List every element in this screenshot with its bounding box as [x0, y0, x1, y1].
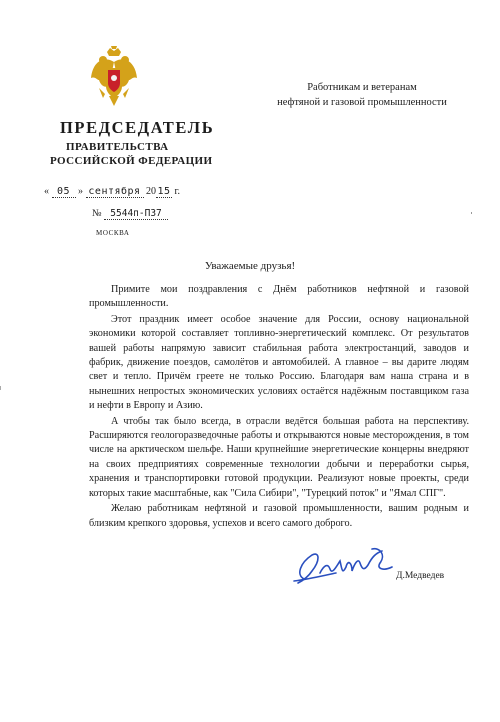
letter-body: [89, 283, 469, 532]
sender-organization: [50, 140, 213, 168]
addressee-block: [252, 80, 472, 110]
date-year-suffix: г.: [174, 186, 180, 197]
scan-speck: [0, 386, 1, 390]
addressee-line-1: Работникам и ветеранам: [307, 82, 417, 93]
paragraph: Этот праздник имеет особое значение для России, основу национальной экономики которой составляет топливно-энергетический комплекс. От результатов вашей работы напрямую зависит стабильная работа электростанций, заводов и фабрик, движение поездов, самолётов и автомобилей. А главное – вы дарите людям свет и тепло. Причём греете не только Россию. Благодаря вам наша страна и в нынешних непростых экономических условиях остаётся надёжным поставщиком газа и нефти в Европу и Азию.: [89, 313, 469, 412]
date-year-prefix: 20: [146, 186, 156, 197]
date-quote-close: »: [78, 186, 83, 197]
date-year: 15: [157, 186, 171, 197]
greeting: Уважаемые друзья!: [204, 260, 296, 272]
paragraph: Примите мои поздравления с Днём работников нефтяной и газовой промышленности.: [89, 284, 469, 310]
signatory-name: Д.Медведев: [396, 571, 445, 581]
date-day: 05: [52, 186, 76, 198]
number-value: 5544п-П37: [104, 208, 168, 220]
handwritten-signature-icon: [290, 545, 400, 585]
letter-number: [92, 208, 168, 220]
russian-coat-of-arms-icon: [89, 46, 139, 108]
sender-org-line-1: ПРАВИТЕЛЬСТВА: [66, 141, 169, 153]
letter-city: МОСКВА: [96, 229, 130, 237]
addressee-line-2: нефтяной и газовой промышленности: [277, 97, 447, 108]
sender-org-line-2: РОССИЙСКОЙ ФЕДЕРАЦИИ: [50, 155, 213, 167]
paragraph: А чтобы так было всегда, в отрасли ведётся большая работа на перспективу. Расширяются геологоразведочные работы и открываются новые месторождения, в том числе на арктическом шельфе. Наши крупнейшие энергетические концерны внедряют на своих предприятиях современные технологии добычи и переработки сырья, хранения и транспортировки готовой продукции. Реализуют новые проекты, среди которых такие масштабные, как "Сила Сибири", "Турецкий поток" и "Ямал СПГ".: [89, 415, 469, 499]
date-month: сентября: [86, 186, 144, 198]
paragraph: Желаю работникам нефтяной и газовой промышленности, вашим родным и близким крепкого здоровья, успехов и всего самого доброго.: [89, 503, 469, 529]
number-prefix: №: [92, 208, 102, 219]
scan-speck: [471, 212, 472, 214]
date-quote-open: «: [44, 186, 49, 197]
letter-date: [44, 186, 180, 198]
sender-title: ПРЕДСЕДАТЕЛЬ: [60, 118, 215, 137]
